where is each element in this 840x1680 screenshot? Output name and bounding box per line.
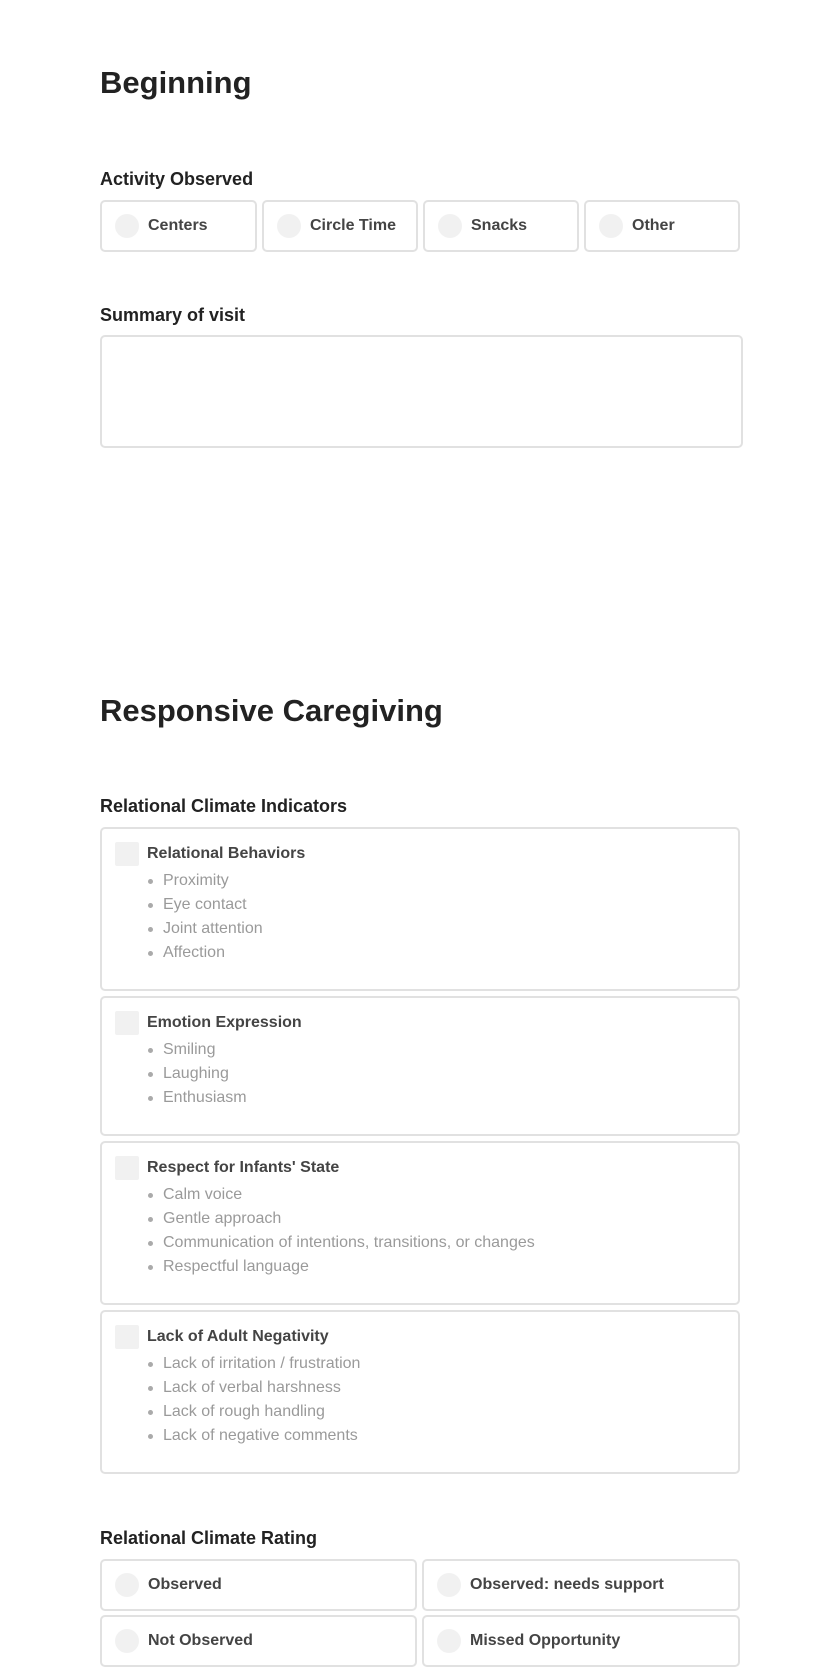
list-item: Lack of rough handling xyxy=(163,1400,360,1424)
radio-icon[interactable] xyxy=(115,214,139,238)
list-item: Respectful language xyxy=(163,1255,535,1279)
checkbox-icon[interactable] xyxy=(115,842,139,866)
list-item: Lack of negative comments xyxy=(163,1424,360,1448)
list-item: Lack of irritation / frustration xyxy=(163,1352,360,1376)
summary-of-visit-label: Summary of visit xyxy=(100,305,246,325)
list-item: Enthusiasm xyxy=(163,1086,247,1110)
radio-icon[interactable] xyxy=(115,1573,139,1597)
indicator-title: Emotion Expression xyxy=(147,1014,302,1031)
list-item: Gentle approach xyxy=(163,1207,535,1231)
activity-option-other[interactable] xyxy=(584,200,740,252)
activity-option-circle-time[interactable] xyxy=(262,200,418,252)
indicator-bullet-list xyxy=(163,1183,535,1279)
indicator-bullet-list xyxy=(163,869,263,965)
indicator-title: Respect for Infants' State xyxy=(147,1159,340,1176)
section-title-responsive-caregiving: Responsive Caregiving xyxy=(100,693,443,728)
section-title-beginning: Beginning xyxy=(100,65,252,100)
list-item: Affection xyxy=(163,941,263,965)
list-item: Joint attention xyxy=(163,917,263,941)
summary-of-visit-textarea[interactable] xyxy=(100,335,743,448)
option-label: Centers xyxy=(148,217,208,234)
radio-icon[interactable] xyxy=(438,214,462,238)
checkbox-icon[interactable] xyxy=(115,1156,139,1180)
radio-icon[interactable] xyxy=(115,1629,139,1653)
checkbox-icon[interactable] xyxy=(115,1325,139,1349)
indicator-bullet-list xyxy=(163,1352,360,1448)
activity-observed-options xyxy=(100,200,740,252)
relational-climate-rating-label: Relational Climate Rating xyxy=(100,1528,318,1548)
radio-icon[interactable] xyxy=(437,1629,461,1653)
option-label: Missed Opportunity xyxy=(470,1632,621,1649)
rating-option-not-observed[interactable] xyxy=(100,1615,417,1667)
list-item: Proximity xyxy=(163,869,263,893)
indicator-card-emotion-expression[interactable] xyxy=(100,996,740,1136)
indicator-card-lack-of-adult-negativity[interactable] xyxy=(100,1310,740,1474)
rating-option-missed-opportunity[interactable] xyxy=(422,1615,740,1667)
rating-options-row-2 xyxy=(100,1615,740,1667)
list-item: Laughing xyxy=(163,1062,247,1086)
list-item: Smiling xyxy=(163,1038,247,1062)
rating-options-row-1 xyxy=(100,1559,740,1611)
activity-option-centers[interactable] xyxy=(100,200,257,252)
radio-icon[interactable] xyxy=(277,214,301,238)
list-item: Calm voice xyxy=(163,1183,535,1207)
rating-option-observed[interactable] xyxy=(100,1559,417,1611)
list-item: Eye contact xyxy=(163,893,263,917)
option-label: Observed: needs support xyxy=(470,1576,664,1593)
option-label: Not Observed xyxy=(148,1632,253,1649)
list-item: Communication of intentions, transitions, or changes xyxy=(163,1231,535,1255)
checkbox-icon[interactable] xyxy=(115,1011,139,1035)
relational-climate-indicators-label: Relational Climate Indicators xyxy=(100,796,348,816)
option-label: Observed xyxy=(148,1576,222,1593)
option-label: Circle Time xyxy=(310,217,396,234)
list-item: Lack of verbal harshness xyxy=(163,1376,360,1400)
indicator-card-respect-for-infants-state[interactable] xyxy=(100,1141,740,1305)
activity-option-snacks[interactable] xyxy=(423,200,579,252)
indicator-title: Relational Behaviors xyxy=(147,845,306,862)
indicator-title: Lack of Adult Negativity xyxy=(147,1328,329,1345)
radio-icon[interactable] xyxy=(599,214,623,238)
indicator-card-relational-behaviors[interactable] xyxy=(100,827,740,991)
option-label: Snacks xyxy=(471,217,528,234)
indicator-bullet-list xyxy=(163,1038,247,1110)
radio-icon[interactable] xyxy=(437,1573,461,1597)
option-label: Other xyxy=(632,217,675,234)
activity-observed-label: Activity Observed xyxy=(100,169,254,189)
rating-option-observed-needs-support[interactable] xyxy=(422,1559,740,1611)
